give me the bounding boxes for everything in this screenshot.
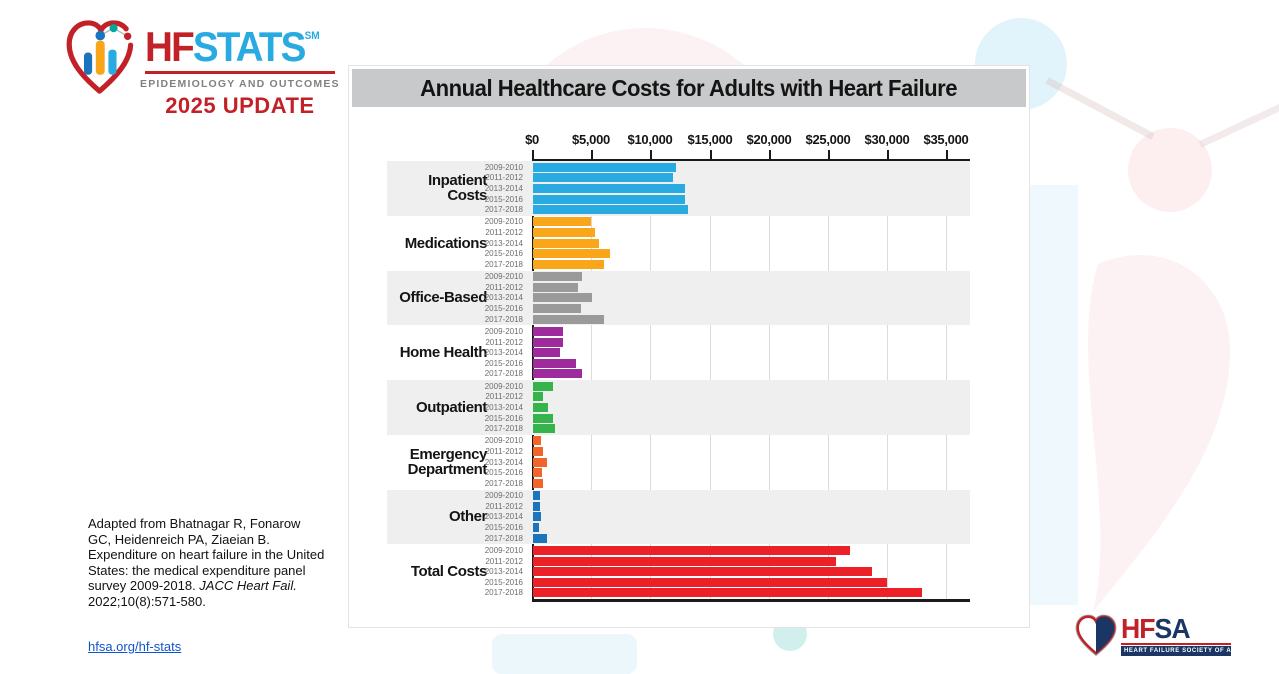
x-axis-tick-mark — [828, 150, 830, 159]
bar-emergency-department-2013-2014 — [533, 458, 547, 467]
hfsa-banner-text: HEART FAILURE SOCIETY OF AMERICA — [1121, 646, 1231, 656]
category-group-office-based — [387, 271, 970, 326]
bar-row — [387, 502, 970, 511]
year-label: 2015-2016 — [484, 413, 523, 423]
year-label: 2015-2016 — [484, 468, 523, 478]
bar-row — [387, 359, 970, 368]
category-group-inpatient-costs — [387, 161, 970, 216]
bar-inpatient-costs-2013-2014 — [533, 184, 685, 193]
bar-row — [387, 392, 970, 401]
bar-outpatient-2011-2012 — [533, 392, 543, 401]
citation-journal: JACC Heart Fail. — [199, 578, 297, 594]
category-label: Medications — [404, 234, 487, 252]
x-axis-tick-mark — [946, 150, 948, 159]
bar-row — [387, 491, 970, 500]
bar-row — [387, 479, 970, 488]
bar-row — [387, 173, 970, 182]
bar-emergency-department-2009-2010 — [533, 436, 541, 445]
category-group-emergency-department — [387, 435, 970, 490]
year-label: 2017-2018 — [484, 369, 523, 379]
bar-home-health-2009-2010 — [533, 327, 563, 336]
year-label: 2009-2010 — [484, 326, 523, 336]
bar-row — [387, 557, 970, 566]
x-axis-tick-label: $20,000 — [746, 132, 792, 147]
bar-row — [387, 217, 970, 226]
year-label: 2011-2012 — [485, 173, 523, 183]
plot-area — [349, 66, 1029, 627]
x-axis-tick-label: $25,000 — [805, 132, 851, 147]
bar-row — [387, 436, 970, 445]
bar-inpatient-costs-2009-2010 — [533, 163, 676, 172]
bar-row — [387, 447, 970, 456]
year-label: 2011-2012 — [485, 282, 523, 292]
bar-row — [387, 534, 970, 543]
bar-emergency-department-2017-2018 — [533, 479, 543, 488]
hfstats-logo — [64, 14, 340, 119]
bar-groups — [387, 161, 970, 599]
citation-text — [88, 516, 326, 610]
logo-divider — [145, 71, 335, 74]
bar-home-health-2013-2014 — [533, 348, 560, 357]
hfsa-logo — [1072, 611, 1259, 659]
x-axis-tick-mark — [769, 150, 771, 159]
year-label: 2011-2012 — [485, 392, 523, 402]
year-label: 2015-2016 — [484, 523, 523, 532]
bar-row — [387, 228, 970, 237]
x-axis-tick-mark — [650, 150, 652, 159]
bar-home-health-2017-2018 — [533, 369, 582, 378]
category-group-medications — [387, 216, 970, 271]
year-label: 2013-2014 — [484, 293, 523, 303]
year-label: 2017-2018 — [484, 205, 523, 215]
bar-row — [387, 205, 970, 214]
bar-rows — [387, 216, 970, 271]
x-axis-tick-mark — [710, 150, 712, 159]
x-axis-tick-label: $30,000 — [864, 132, 910, 147]
year-label: 2013-2014 — [484, 402, 523, 412]
bar-rows — [387, 271, 970, 326]
year-label: 2017-2018 — [484, 424, 523, 434]
x-axis-tick-mark — [532, 150, 534, 159]
bar-outpatient-2017-2018 — [533, 424, 555, 433]
year-label: 2017-2018 — [484, 533, 523, 543]
category-label: Home Health — [399, 344, 487, 362]
bar-outpatient-2013-2014 — [533, 403, 548, 412]
hfstats-heart-icon — [64, 14, 138, 100]
bar-rows — [387, 380, 970, 435]
x-axis-tick-mark — [887, 150, 889, 159]
bar-row — [387, 239, 970, 248]
bar-row — [387, 588, 970, 597]
bar-office-based-2011-2012 — [533, 283, 578, 292]
year-label: 2011-2012 — [485, 447, 523, 456]
bar-row — [387, 293, 970, 302]
bar-row — [387, 369, 970, 378]
bar-home-health-2015-2016 — [533, 359, 576, 368]
year-label: 2011-2012 — [485, 501, 523, 511]
bar-row — [387, 315, 970, 324]
bar-row — [387, 567, 970, 576]
bar-row — [387, 414, 970, 423]
bar-row — [387, 163, 970, 172]
category-label: Office-Based — [399, 289, 487, 307]
bar-other-2013-2014 — [533, 512, 541, 521]
bar-rows — [387, 161, 970, 216]
bar-other-2017-2018 — [533, 534, 547, 543]
bar-office-based-2009-2010 — [533, 272, 582, 281]
bar-total-costs-2017-2018 — [533, 588, 922, 597]
year-label: 2009-2010 — [484, 381, 523, 391]
decorative-connector-line — [1045, 77, 1154, 140]
hfstats-tagline: EPIDEMIOLOGY AND OUTCOMES — [140, 78, 340, 90]
category-label: Inpatient Costs — [428, 172, 487, 205]
bar-other-2009-2010 — [533, 491, 540, 500]
bar-medications-2011-2012 — [533, 228, 595, 237]
category-group-total-costs — [387, 544, 970, 599]
bar-other-2011-2012 — [533, 502, 540, 511]
bar-outpatient-2009-2010 — [533, 382, 553, 391]
year-label: 2013-2014 — [484, 183, 523, 193]
x-axis-tick-mark — [591, 150, 593, 159]
year-label: 2013-2014 — [484, 567, 523, 577]
bar-office-based-2013-2014 — [533, 293, 592, 302]
bar-row — [387, 272, 970, 281]
bar-row — [387, 382, 970, 391]
bar-row — [387, 468, 970, 477]
bar-row — [387, 338, 970, 347]
year-label: 2009-2010 — [484, 436, 523, 446]
bar-row — [387, 283, 970, 292]
bar-medications-2009-2010 — [533, 217, 591, 226]
category-label: Emergency Department — [407, 446, 487, 479]
bar-outpatient-2015-2016 — [533, 414, 553, 423]
x-axis-line-bottom — [532, 599, 970, 602]
bar-office-based-2017-2018 — [533, 315, 604, 324]
year-label: 2013-2014 — [484, 348, 523, 358]
bar-medications-2017-2018 — [533, 260, 604, 269]
bar-row — [387, 458, 970, 467]
hfsa-heart-icon — [1072, 611, 1120, 659]
bar-row — [387, 184, 970, 193]
year-label: 2013-2014 — [484, 457, 523, 467]
bar-inpatient-costs-2015-2016 — [533, 195, 685, 204]
year-label: 2009-2010 — [484, 272, 523, 282]
year-label: 2015-2016 — [484, 194, 523, 204]
chart-panel — [348, 65, 1030, 628]
bar-total-costs-2011-2012 — [533, 557, 836, 566]
category-group-other — [387, 490, 970, 545]
year-label: 2009-2010 — [484, 545, 523, 555]
x-axis-tick-label: $10,000 — [627, 132, 673, 147]
bar-total-costs-2009-2010 — [533, 546, 850, 555]
bar-row — [387, 249, 970, 258]
bar-total-costs-2015-2016 — [533, 578, 887, 587]
bar-rows — [387, 435, 970, 490]
hfsa-wordmark: HFSA — [1121, 612, 1190, 644]
bar-rows — [387, 544, 970, 599]
category-label: Outpatient — [416, 398, 487, 416]
bar-row — [387, 304, 970, 313]
bar-rows — [387, 325, 970, 380]
x-axis-tick-label: $0 — [525, 132, 539, 147]
bar-inpatient-costs-2011-2012 — [533, 173, 673, 182]
citation-tail: 2022;10(8):571-580. — [88, 593, 206, 609]
year-label: 2009-2010 — [484, 162, 523, 172]
bar-row — [387, 327, 970, 336]
bar-medications-2015-2016 — [533, 249, 610, 258]
citation-plain: Adapted from Bhatnagar R, Fonarow GC, Heidenreich PA, Ziaeian B. Expenditure on heart failure in the United States: the medical expenditure panel survey 2009-2018. — [88, 516, 325, 594]
bar-row — [387, 403, 970, 412]
bar-row — [387, 424, 970, 433]
bar-row — [387, 512, 970, 521]
bar-medications-2013-2014 — [533, 239, 599, 248]
chart-title: Annual Healthcare Costs for Adults with Heart Failure — [420, 74, 958, 101]
bar-emergency-department-2015-2016 — [533, 468, 542, 477]
x-axis-tick-label: $5,000 — [572, 132, 610, 147]
year-label: 2009-2010 — [484, 217, 523, 227]
hfstats-link[interactable]: hfsa.org/hf-stats — [88, 639, 182, 654]
year-label: 2017-2018 — [484, 314, 523, 324]
bar-inpatient-costs-2017-2018 — [533, 205, 688, 214]
bar-row — [387, 578, 970, 587]
bar-row — [387, 523, 970, 532]
year-label: 2009-2010 — [484, 491, 523, 501]
category-group-outpatient — [387, 380, 970, 435]
category-group-home-health — [387, 325, 970, 380]
x-axis-tick-label: $35,000 — [923, 132, 969, 147]
year-label: 2017-2018 — [484, 478, 523, 488]
year-label: 2015-2016 — [484, 358, 523, 368]
bar-emergency-department-2011-2012 — [533, 447, 543, 456]
hfstats-wordmark: HFSTATS℠ — [144, 23, 320, 70]
year-label: 2011-2012 — [485, 556, 523, 566]
bar-row — [387, 348, 970, 357]
year-label: 2017-2018 — [484, 588, 523, 598]
year-label: 2013-2014 — [484, 512, 523, 522]
year-label: 2011-2012 — [485, 228, 523, 237]
decorative-heart-shape — [1038, 252, 1248, 617]
year-label: 2011-2012 — [485, 337, 523, 347]
decorative-blue-shape — [492, 634, 637, 674]
year-label: 2017-2018 — [484, 259, 523, 269]
year-label: 2015-2016 — [484, 249, 523, 259]
bar-total-costs-2013-2014 — [533, 567, 872, 576]
category-label: Total Costs — [410, 563, 487, 581]
year-label: 2015-2016 — [484, 577, 523, 587]
x-axis-tick-label: $15,000 — [687, 132, 733, 147]
bar-row — [387, 260, 970, 269]
bar-row — [387, 546, 970, 555]
decorative-connector-line — [1199, 103, 1279, 147]
bar-home-health-2011-2012 — [533, 338, 563, 347]
bar-other-2015-2016 — [533, 523, 539, 532]
category-label: Other — [448, 508, 487, 526]
bar-office-based-2015-2016 — [533, 304, 581, 313]
year-label: 2015-2016 — [484, 304, 523, 313]
year-label: 2013-2014 — [484, 238, 523, 248]
bar-rows — [387, 490, 970, 545]
bar-row — [387, 195, 970, 204]
hfstats-update-year: 2025 UPDATE — [165, 93, 315, 118]
